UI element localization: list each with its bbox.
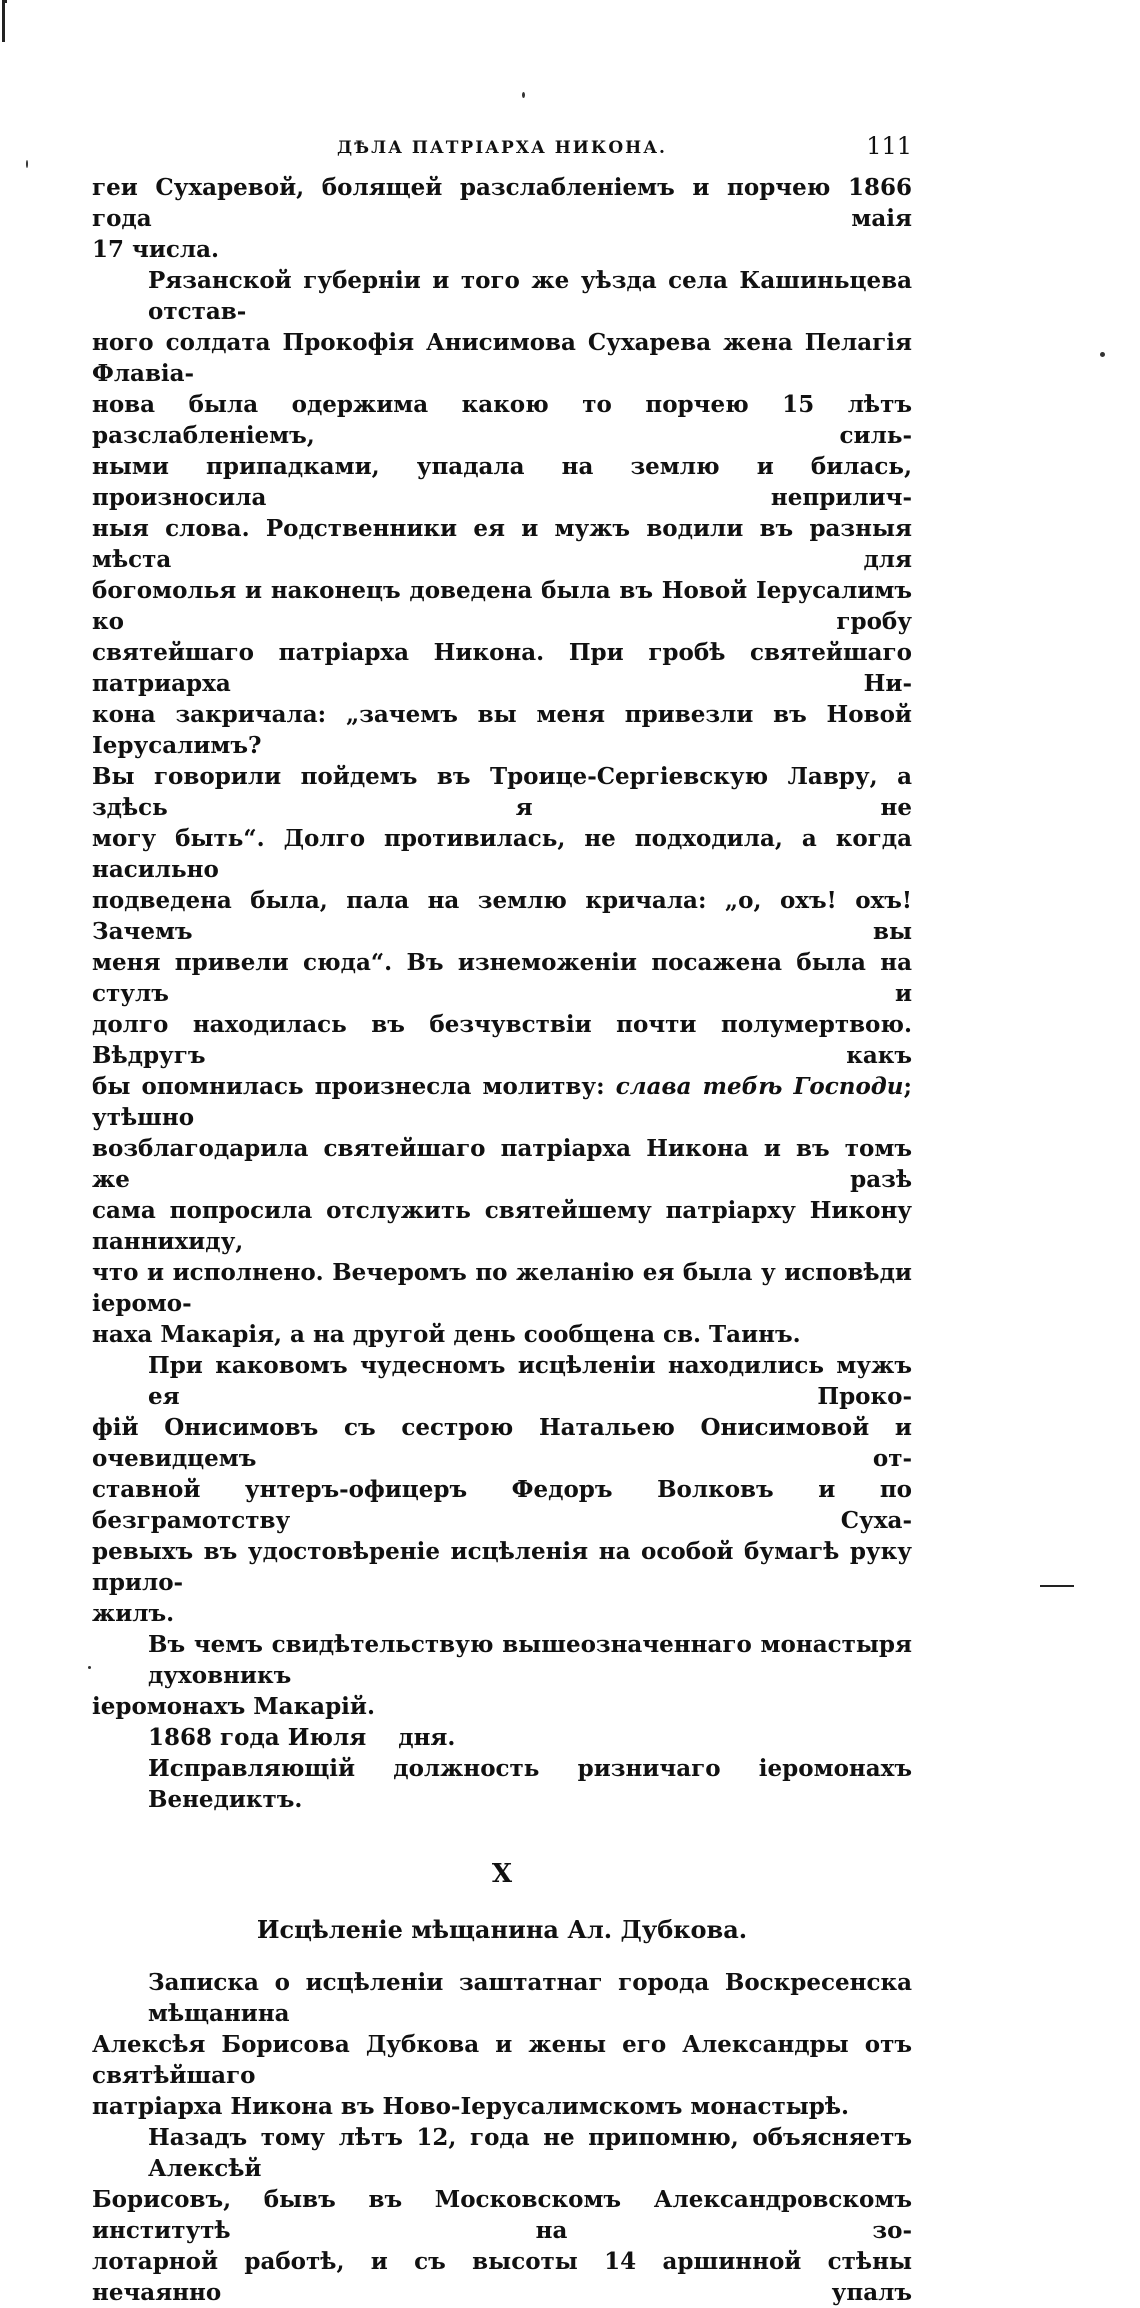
text-line: Записка о исцѣленіи заштатнаг города Воскресенска мѣщанина [148, 1969, 912, 2027]
text-line: фій Онисимовъ съ сестрою Натальею Онисимовой и очевидцемъ от- [92, 1414, 912, 1472]
text-line: ревыхъ въ удостовѣреніе исцѣленія на особой бумагѣ руку прило- [92, 1538, 912, 1596]
signature-line [92, 1753, 912, 1815]
date-text: 1868 года Июля дня. [148, 1724, 456, 1751]
section-number: X [491, 1859, 513, 1889]
text-line: могу быть“. Долго противилась, не подходила, а когда насильно [92, 825, 912, 883]
scan-speck [26, 160, 28, 168]
scan-edge-mark [2, 0, 5, 42]
running-head [92, 128, 912, 172]
text-line: Алексѣя Борисова Дубкова и жены его Александры отъ святѣйшаго [92, 2031, 912, 2089]
section-title: Исцѣленіе мѣщанина Ал. Дубкова. [256, 1915, 748, 1944]
text-line: ными припадками, упадала на землю и билась, произносила неприлич- [92, 453, 912, 511]
scan-speck [1100, 352, 1105, 357]
text-line: сама попросила отслужить святейшему патріарху Никону паннихиду, [92, 1197, 912, 1255]
signature-text: Исправляющій должность ризничаго іеромонахъ Венедиктъ. [148, 1755, 912, 1813]
paragraph-attestation [92, 1629, 912, 1722]
text-line: что и исполнено. Вечеромъ по желанію ея была у исповѣди іеромо- [92, 1259, 912, 1317]
date-line [92, 1722, 912, 1753]
text-line: При каковомъ чудесномъ исцѣленіи находились мужъ ея Проко- [148, 1352, 912, 1410]
scan-edge-mark [2, 0, 7, 3]
text-line [92, 1071, 912, 1133]
scan-speck [88, 1666, 91, 1669]
text-line: 17 числа. [92, 236, 220, 263]
text-line: іеромонахъ Макарій. [92, 1693, 375, 1720]
scan-speck [522, 92, 525, 98]
text-fragment: бы опомнилась произнесла молитву: [92, 1073, 616, 1100]
text-line: Борисовъ, бывъ въ Московскомъ Александровскомъ институтѣ на зо- [92, 2186, 912, 2244]
text-line: подведена была, пала на землю кричала: „о, охъ! охъ! Зачемъ вы [92, 887, 912, 945]
scan-dash-mark [1040, 1585, 1074, 1587]
paragraph-continuation [92, 172, 912, 265]
text-line: святейшаго патріарха Никона. При гробѣ святейшаго патриарха Ни- [92, 639, 912, 697]
text-line: ныя слова. Родственники ея и мужъ водили въ разныя мѣста для [92, 515, 912, 573]
text-line: долго находилась въ безчувствіи почти полумертвою. Вѣдругъ какъ [92, 1011, 912, 1069]
text-line: Рязанской губерніи и того же уѣзда села Кашиньцева отстав- [148, 267, 912, 325]
paragraph-healing-account [92, 265, 912, 1350]
text-line: ставной унтеръ-офицеръ Федоръ Волковъ и по безграмотству Суха- [92, 1476, 912, 1534]
text-line: возблагодарила святейшаго патріарха Никона и въ томъ же разѣ [92, 1135, 912, 1193]
text-fragment: ; утѣшно [92, 1073, 912, 1131]
text-line: нова была одержима какою то порчею 15 лѣтъ разслабленіемъ, силь- [92, 391, 912, 449]
paragraph-note-intro [92, 1967, 912, 2122]
text-line: меня привели сюда“. Въ изнеможеніи посажена была на стулъ и [92, 949, 912, 1007]
italic-prayer: слава тебѣ Господи [615, 1073, 904, 1100]
running-title: ДѢЛА ПАТРІАРХА НИКОНА. [337, 138, 667, 158]
text-line: богомолья и наконецъ доведена была въ Новой Іерусалимъ ко гробу [92, 577, 912, 635]
paragraph-witnesses [92, 1350, 912, 1629]
text-line: жилъ. [92, 1600, 175, 1627]
text-line: лотарной работѣ, и съ высоты 14 аршинной стѣны нечаянно упалъ [92, 2248, 912, 2306]
text-line: Вы говорили пойдемъ въ Троице-Сергіевскую Лавру, а здѣсь я не [92, 763, 912, 821]
text-line: наха Макарія, а на другой день сообщена св. Таинъ. [92, 1321, 801, 1348]
text-line: геи Сухаревой, болящей разслабленіемъ и порчею 1866 года маія [92, 174, 912, 232]
text-line: кона закричала: „зачемъ вы меня привезли въ Новой Іерусалимъ? [92, 701, 912, 759]
page-number: 111 [866, 132, 912, 160]
text-line: патріарха Никона въ Ново-Іерусалимскомъ монастырѣ. [92, 2093, 850, 2120]
body-text [92, 172, 912, 2308]
text-line: Въ чемъ свидѣтельствую вышеозначеннаго монастыря духовникъ [148, 1631, 912, 1689]
paragraph-dubkov-account [92, 2122, 912, 2308]
text-line: Назадъ тому лѣтъ 12, года не припомню, объясняетъ Алексѣй [148, 2124, 912, 2182]
book-page [92, 128, 912, 2308]
text-line: ного солдата Прокофія Анисимова Сухарева жена Пелагія Флавіа- [92, 329, 912, 387]
